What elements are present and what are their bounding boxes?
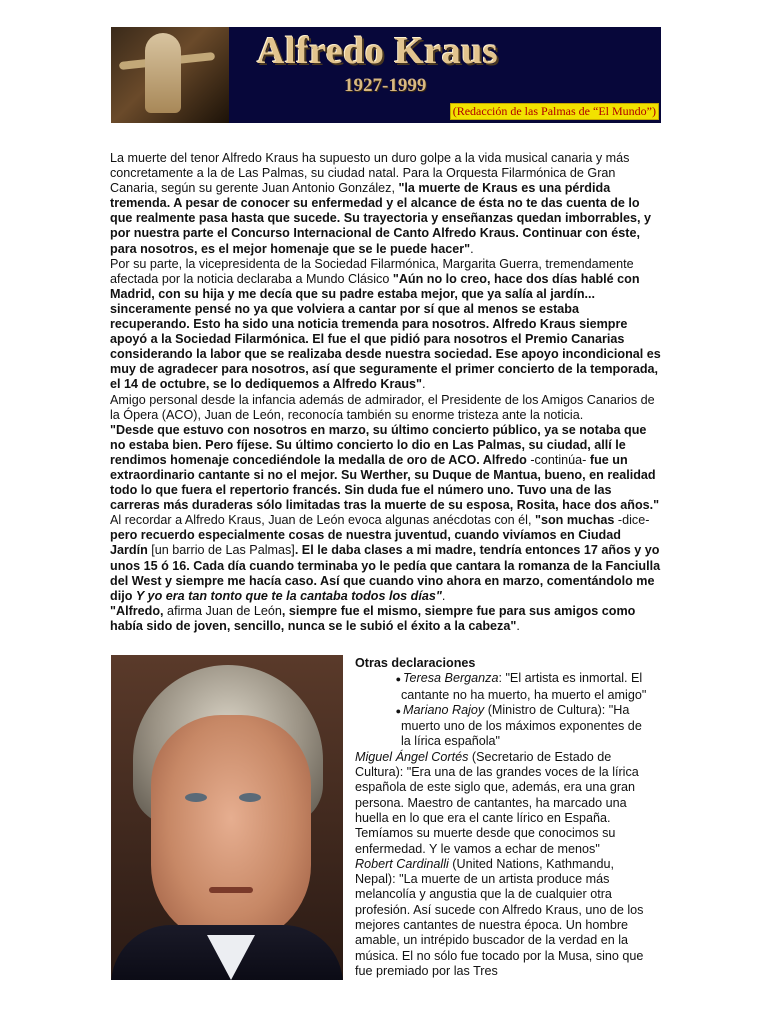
quote-bold: "son muchas	[534, 513, 615, 528]
speaker-name: Robert Cardinalli	[355, 856, 449, 871]
text-run: .	[441, 588, 446, 603]
statement-paragraph	[355, 750, 647, 857]
portrait-photo	[111, 655, 343, 980]
statements-list	[355, 671, 647, 749]
quote-bold: "la muerte de Kraus es una pérdida tremenda. A pesar de conocer su enfermedad y el alcance de ésta no te das cuenta de lo que realmente pasa hasta que sucede. Su trayectoria y enseñanzas quedan imborrables, y por nuestra parte el Concurso Internacional de Canto Alfredo Kraus. Continuar con éste, para nosotros, es el mejor homenaje que se le puede hacer"	[110, 181, 652, 256]
section-heading: Otras declaraciones	[355, 656, 476, 670]
banner-performer-image	[111, 27, 229, 123]
article-paragraph	[110, 257, 662, 393]
banner-credit: (Redacción de las Palmas de “El Mundo”)	[450, 103, 659, 120]
article-paragraph	[110, 151, 662, 257]
text-run: .	[516, 618, 520, 633]
speaker-name: Mariano Rajoy	[403, 702, 485, 717]
text-run: Por su parte, la vicepresidenta de la Sociedad Filarmónica, Margarita Guerra, tremendamente afectada por la noticia declaraba a Mundo Clásico	[110, 256, 634, 286]
quote-bold: fue un extraordinario cantante si no el mejor. Su Werther, su Duque de Mantua, bueno, en realidad todo lo que fuera el repertorio francés. Sin duda fue el número uno. Tuvo una de las carreras más duraderas sólo limitadas tras la muerte de su esposa, Rosita, hace dos años."	[110, 452, 660, 513]
header-banner	[111, 27, 661, 123]
statement-text: (Secretario de Estado de Cultura): "Era una de las grandes voces de la lírica española de este siglo que, además, era una gran persona. Maestro de cantantes, ha marcado una huella en lo que era el cante lírico en España. Temíamos su muerte desde que conocimos su enfermedad. Y le vamos a echar de menos"	[355, 749, 639, 856]
text-run: .	[422, 377, 426, 392]
list-item	[355, 703, 647, 750]
quote-bold: . El le daba clases a mi madre, tendría entonces 17 años y yo unos 15 ó 16. Cada día cuando terminaba yo le pedía que cantara la romanza de la Fanciulla del West y siempre me hacía caso. Así que cuando vino ahora en marzo, comentándolo me dijo	[110, 543, 661, 603]
article-paragraph	[110, 423, 662, 514]
text-run: Al recordar a Alfredo Kraus, Juan de León evoca algunas anécdotas con él,	[110, 513, 535, 528]
text-run: -continúa-	[530, 452, 587, 467]
statement-text: (United Nations, Kathmandu, Nepal): "La muerte de un artista produce más melancolía y angustia que la de cualquier otra profesión. Así sucede con Alfredo Kraus, uno de los mejores cantantes de nuestra época. Un hombre amable, un intrépido buscador de la verdad en la música. El no sólo fue tocado por la Musa, sino que fue premiado por las Tres	[355, 856, 644, 978]
quote-bold: "Alfredo,	[110, 603, 164, 618]
quote-bold: , siempre fue el mismo, siempre fue para sus amigos como había sido de joven, sencillo, nunca se le subió el éxito a la cabeza"	[110, 603, 636, 633]
other-statements	[355, 656, 647, 979]
article-body	[110, 151, 662, 634]
text-run: -dice-	[614, 513, 650, 528]
quote-bold: pero recuerdo especialmente cosas de nuestra juventud, cuando vivíamos en Ciudad Jardín	[110, 528, 621, 558]
statement-paragraph	[355, 857, 647, 979]
banner-title: Alfredo Kraus	[257, 30, 499, 72]
text-run: La muerte del tenor Alfredo Kraus ha supuesto un duro golpe a la vida musical canaria y más concretamente a la de Las Palmas, su ciudad natal. Para la Orquesta Filarmónica de Gran Canaria, según su gerente Juan Antonio González,	[110, 151, 630, 196]
bullet-icon: ●	[395, 705, 401, 716]
article-paragraph	[110, 604, 662, 634]
article-paragraph	[110, 393, 662, 423]
statement-text: : "El artista es inmortal. El cantante no ha muerto, ha muerto el amigo"	[401, 671, 647, 702]
quote-bold-italic: Y yo era tan tonto que te la cantaba todos los días"	[135, 588, 442, 603]
article-paragraph	[110, 513, 662, 604]
text-run: Amigo personal desde la infancia además de admirador, el Presidente de los Amigos Canarios de la Ópera (ACO), Juan de León, reconocía también su enorme tristeza ante la noticia.	[110, 392, 655, 422]
text-run: .	[470, 241, 474, 256]
quote-bold: "Aún no lo creo, hace dos días hablé con Madrid, con su hija y me decía que su padre estaba mejor, que ya salía al jardín... sinceramente pensé no ya que volviera a cantar por sí que al menos se estaba recuperando. Esto ha sido una noticia tremenda para nosotros. Alfredo Kraus siempre apoyó a la Sociedad Filarmónica. El fue el que pidió para nosotros el Premio Canarias considerando la labor que se realizaba desde nuestra sociedad. Ese apoyo incondicional es muy de agradecer para nosotros, así que seguramente el primer concierto de la temporada, el 14 de octubre, se lo dediquemos a Alfredo Kraus"	[110, 271, 661, 392]
speaker-name: Miguel Ángel Cortés	[355, 749, 469, 764]
text-run: afirma Juan de León	[163, 603, 282, 618]
list-item	[355, 671, 647, 703]
speaker-name: Teresa Berganza	[403, 671, 499, 686]
statement-text: (Ministro de Cultura): "Ha muerto uno de los máximos exponentes de la lírica española"	[401, 702, 642, 749]
quote-bold: "Desde que estuvo con nosotros en marzo, su último concierto público, ya se notaba que no estaba bien. Pero fíjese. Su último concierto lo dio en Las Palmas, su ciudad, allí le rendimos homenaje concediéndole la medalla de oro de ACO. Alfredo	[110, 422, 647, 467]
banner-years: 1927-1999	[344, 75, 427, 96]
text-run: [un barrio de Las Palmas]	[147, 543, 295, 558]
bullet-icon: ●	[395, 674, 401, 685]
